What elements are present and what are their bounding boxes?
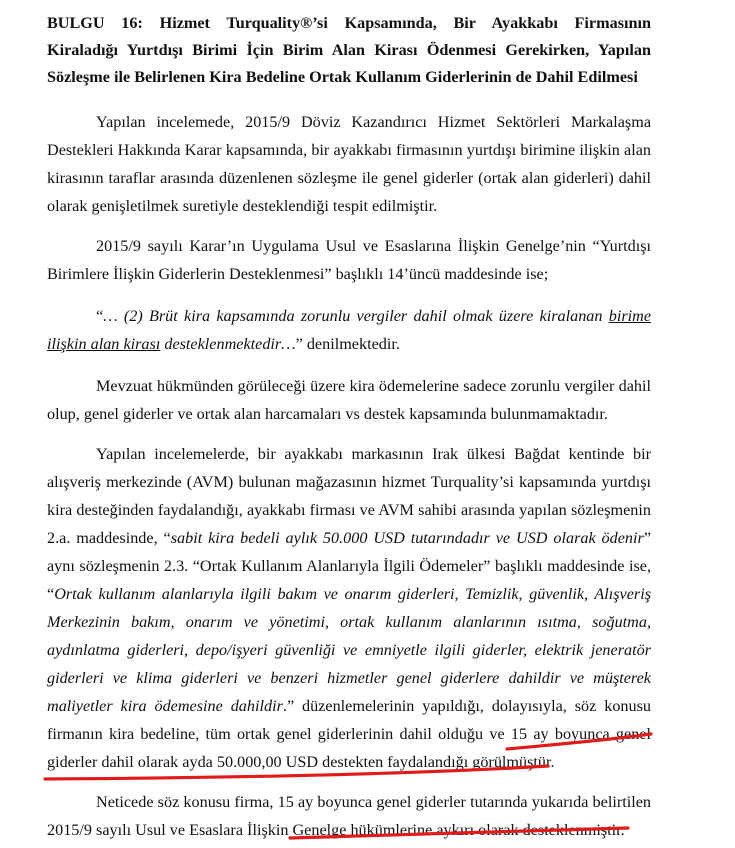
text-segment: “ xyxy=(47,585,55,603)
paragraph-line xyxy=(47,524,651,552)
paragraph-line: firmanın kira bedeline, tüm ortak genel giderlerinin dahil olduğu ve 15 ay boyunca genel xyxy=(47,725,651,743)
contract-quote: giderleri ve klima giderleri ve benzeri hizmetler genel giderlere dahildir ve müşterek xyxy=(47,669,651,687)
contract-quote: Ortak kullanım alanlarıyla ilgili bakım ve onarım giderleri, Temizlik, güvenlik, Alışveriş xyxy=(54,585,651,603)
paragraph-line: olarak genişletilmek suretiyle desteklendiği tespit edilmiştir. xyxy=(47,197,438,215)
paragraph-line xyxy=(47,580,651,608)
title-line: Sözleşme ile Belirlenen Kira Bedeline Ortak Kullanım Giderlerinin de Dahil Edilmesi xyxy=(47,68,638,86)
quote-mark: “ xyxy=(96,307,104,325)
paragraph-line: aynı sözleşmenin 2.3. “Ortak Kullanım Alanlarıyla İlgili Ödemeler” başlıklı maddesinde ise, xyxy=(47,557,651,575)
paragraph-line xyxy=(47,664,651,692)
paragraph-legislation xyxy=(47,372,651,428)
quote-underlined: birime xyxy=(608,307,651,325)
paragraph-line: giderler dahil olarak ayda 50.000,00 USD destekten faydalandığı görülmüştür. xyxy=(47,753,555,771)
paragraph-line: Yapılan incelemelerde, bir ayakkabı markasının Irak ülkesi Bağdat kentinde bir xyxy=(96,445,651,463)
paragraph-line xyxy=(47,330,651,358)
text-segment: ” xyxy=(643,529,652,547)
quote-tail: ” denilmektedir. xyxy=(295,335,400,353)
paragraph-findings xyxy=(47,440,651,776)
paragraph-conclusion xyxy=(47,788,651,844)
paragraph-line: Birimlere İlişkin Giderlerin Desteklenmesi” başlıklı 14’üncü maddesinde ise; xyxy=(47,265,549,283)
paragraph-regulation-ref xyxy=(47,232,651,288)
paragraph-line: kira desteğinden faydalandığı, ayakkabı firması ve AVM sahibi arasında yapılan sözleşmenin xyxy=(47,501,651,519)
text-segment: 2.a. maddesinde, “ xyxy=(47,529,171,547)
paragraph-line: Destekleri Hakkında Karar kapsamında, bir ayakkabı firmasının yurtdışı birimine ilişkin alan xyxy=(47,141,651,159)
quote-underlined: ilişkin alan kirası xyxy=(47,335,161,353)
paragraph-line xyxy=(47,302,651,330)
contract-quote: sabit kira bedeli aylık 50.000 USD tutarındadır ve USD olarak ödenir xyxy=(170,529,644,547)
paragraph-line: 2015/9 sayılı Usul ve Esaslara İlişkin Genelge hükümlerine aykırı olarak desteklenmiştir. xyxy=(47,821,625,839)
contract-quote: maliyetler kira ödemesine dahildir xyxy=(47,697,283,715)
paragraph-line xyxy=(47,608,651,636)
paragraph-line xyxy=(47,636,651,664)
paragraph-line: alışveriş merkezinde (AVM) bulunan mağazasının hizmet Turquality’si kapsamında yurtdışı xyxy=(47,473,651,491)
paragraph-line: 2015/9 sayılı Karar’ın Uygulama Usul ve Esaslarına İlişkin Genelge’nin “Yurtdışı xyxy=(96,237,651,255)
quote-text: … (2) Brüt kira kapsamında zorunlu vergiler dahil olmak üzere kiralanan xyxy=(103,307,609,325)
paragraph-line xyxy=(47,692,651,720)
quote-text: desteklenmektedir… xyxy=(160,335,296,353)
paragraph-line: kirasının taraflar arasında düzenlenen sözleşme ile genel giderler (ortak alan giderleri) dahil xyxy=(47,169,651,187)
paragraph-line: olup, genel giderler ve ortak alan harcamaları vs destek kapsamında bulunmamaktadır. xyxy=(47,405,608,423)
contract-quote: Merkezinin bakım, onarım ve yönetimi, ortak kullanım alanlarının ısıtma, soğutma, xyxy=(47,613,651,631)
paragraph-inspection xyxy=(47,108,651,220)
paragraph-line: Yapılan incelemede, 2015/9 Döviz Kazandırıcı Hizmet Sektörleri Markalaşma xyxy=(96,113,651,131)
title-line: BULGU 16: Hizmet Turquality®’si Kapsamında, Bir Ayakkabı Firmasının xyxy=(47,14,651,32)
paragraph-line: Mevzuat hükmünden görüleceği üzere kira ödemelerine sadece zorunlu vergiler dahil xyxy=(96,377,651,395)
paragraph-quote xyxy=(47,302,651,358)
contract-quote: aydınlatma giderleri, depo/işyeri güvenliği ve emniyetle ilgili giderler, elektrik jeneratör xyxy=(47,641,651,659)
paragraph-line: Neticede söz konusu firma, 15 ay boyunca genel giderler tutarında yukarıda belirtilen xyxy=(96,793,651,811)
finding-title xyxy=(47,10,651,91)
title-line: Kiraladığı Yurtdışı Birimi İçin Birim Alan Kirası Ödenmesi Gerekirken, Yapılan xyxy=(47,41,651,59)
text-segment: .” düzenlemelerinin yapıldığı, dolayısıyla, söz konusu xyxy=(282,697,651,715)
